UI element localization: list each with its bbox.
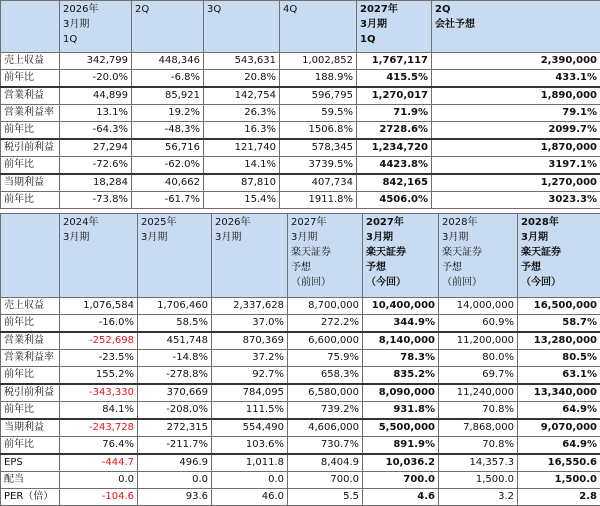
table-cell: -73.8% [60,192,132,209]
row-label: 営業利益率 [1,105,60,122]
row-label: 営業利益 [1,332,60,350]
table-cell: -208.0% [138,402,212,420]
table-cell: -444.7 [60,454,138,472]
table-cell: 15.4% [204,192,280,209]
table-cell: 842,165 [357,174,432,192]
table-cell: 70.8% [439,437,518,455]
row-label: 売上収益 [1,53,60,70]
table-cell: 2,390,000 [432,53,600,70]
table-cell: 2728.6% [357,122,432,140]
table-cell: 8,404.9 [288,454,363,472]
table-cell: 103.6% [212,437,288,455]
table-row [1,70,600,88]
table-cell: 1,890,000 [432,87,600,105]
table-cell: 1911.8% [280,192,357,209]
table-cell: 13,280,000 [518,332,600,350]
table-row [1,332,600,350]
table-cell: 37.0% [212,315,288,333]
table2-header-7: 2028年 3月期 楽天証券 予想 （今回） [518,214,600,298]
row-label: 税引前利益 [1,139,60,157]
table-cell: 60.9% [439,315,518,333]
table2-header-0 [1,214,60,298]
table-cell: 20.8% [204,70,280,88]
table-cell: 3023.3% [432,192,600,209]
table-cell: 78.3% [363,350,439,367]
row-label: 営業利益 [1,87,60,105]
table-row [1,367,600,385]
table-cell: 75.9% [288,350,363,367]
row-label: 税引前利益 [1,384,60,402]
table-cell: 18,284 [60,174,132,192]
table-cell: 344.9% [363,315,439,333]
table2-header-1: 2024年 3月期 [60,214,138,298]
table-cell: 4423.8% [357,157,432,175]
quarterly-results-table [0,0,600,209]
table-cell: 142,754 [204,87,280,105]
table-cell: -62.0% [132,157,204,175]
table-cell: 3.2 [439,489,518,506]
table-cell: 46.0 [212,489,288,506]
table-row [1,139,600,157]
table-cell: 27,294 [60,139,132,157]
table-row [1,192,600,209]
table-cell: 121,740 [204,139,280,157]
table-cell: -16.0% [60,315,138,333]
table1-header-4: 4Q [280,1,357,53]
table-row [1,122,600,140]
table-cell: 6,600,000 [288,332,363,350]
row-label: 売上収益 [1,298,60,315]
table-cell: 13,340,000 [518,384,600,402]
table-cell: 931.8% [363,402,439,420]
table-cell: 155.2% [60,367,138,385]
table-cell: 1,870,000 [432,139,600,157]
table-cell: 835.2% [363,367,439,385]
table-row [1,87,600,105]
table-cell: 87,810 [204,174,280,192]
table-cell: 64.9% [518,402,600,420]
table-cell: 16,550.6 [518,454,600,472]
table-row [1,53,600,70]
table-cell: 700.0 [363,472,439,489]
table-cell: 16.3% [204,122,280,140]
row-label: EPS [1,454,60,472]
row-label: 前年比 [1,192,60,209]
table-cell: 14,357.3 [439,454,518,472]
table-cell: 5,500,000 [363,419,439,437]
table-cell: 10,400,000 [363,298,439,315]
table-cell: 0.0 [138,472,212,489]
table2-header-2: 2025年 3月期 [138,214,212,298]
row-label: 当期利益 [1,174,60,192]
table1-header-5: 2027年 3月期 1Q [357,1,432,53]
table-cell: 6,580,000 [288,384,363,402]
row-label: 前年比 [1,367,60,385]
row-label: 営業利益率 [1,350,60,367]
table-cell: 80.0% [439,350,518,367]
table-cell: 8,140,000 [363,332,439,350]
table-cell: -48.3% [132,122,204,140]
table-row [1,174,600,192]
row-label: PER（倍） [1,489,60,506]
table-cell: 5.5 [288,489,363,506]
table-cell: 26.3% [204,105,280,122]
table-cell: 1,011.8 [212,454,288,472]
table1-header-1: 2026年 3月期 1Q [60,1,132,53]
table-row [1,472,600,489]
table-cell: 16,500,000 [518,298,600,315]
table-cell: 4.6 [363,489,439,506]
table-cell: 58.5% [138,315,212,333]
table1-header-3: 3Q [204,1,280,53]
table-row [1,402,600,420]
table-cell: 8,700,000 [288,298,363,315]
table-cell: 415.5% [357,70,432,88]
table-cell: -252,698 [60,332,138,350]
row-label: 前年比 [1,315,60,333]
table-cell: -61.7% [132,192,204,209]
table-cell: 3739.5% [280,157,357,175]
table-cell: 1,002,852 [280,53,357,70]
table-cell: 7,868,000 [439,419,518,437]
table-cell: 70.8% [439,402,518,420]
table-cell: 496.9 [138,454,212,472]
table1-header-6: 2Q 会社予想 [432,1,600,53]
table-cell: 596,795 [280,87,357,105]
table2-header-5: 2027年 3月期 楽天証券 予想 （今回） [363,214,439,298]
table-cell: 69.7% [439,367,518,385]
table-cell: 85,921 [132,87,204,105]
table-cell: 1,767,117 [357,53,432,70]
table-cell: 2.8 [518,489,600,506]
table-cell: 784,095 [212,384,288,402]
table-cell: -14.8% [138,350,212,367]
table-cell: -104.6 [60,489,138,506]
row-label: 前年比 [1,437,60,455]
table-cell: 739.2% [288,402,363,420]
table-cell: 84.1% [60,402,138,420]
table-cell: 3197.1% [432,157,600,175]
table-cell: 370,669 [138,384,212,402]
table-cell: -211.7% [138,437,212,455]
table-cell: 80.5% [518,350,600,367]
table-cell: 0.0 [60,472,138,489]
table-cell: -278.8% [138,367,212,385]
table-cell: -23.5% [60,350,138,367]
table-cell: 13.1% [60,105,132,122]
table-row [1,454,600,472]
table2-header-3: 2026年 3月期 [212,214,288,298]
row-label: 配当 [1,472,60,489]
table-cell: 1,076,584 [60,298,138,315]
table-cell: 10,036.2 [363,454,439,472]
table-cell: 342,799 [60,53,132,70]
table-cell: 64.9% [518,437,600,455]
table-cell: 451,748 [138,332,212,350]
table-row [1,384,600,402]
table-cell: 448,346 [132,53,204,70]
table-cell: 1506.8% [280,122,357,140]
table-row [1,419,600,437]
table-cell: 9,070,000 [518,419,600,437]
table-cell: 59.5% [280,105,357,122]
table-cell: 58.7% [518,315,600,333]
table-cell: 658.3% [288,367,363,385]
table1-header-2: 2Q [132,1,204,53]
table-cell: 1,270,017 [357,87,432,105]
table-cell: 76.4% [60,437,138,455]
table-cell: 63.1% [518,367,600,385]
table-cell: -243,728 [60,419,138,437]
table1-header-0 [1,1,60,53]
table2-header-6: 2028年 3月期 楽天証券 予想 （前回） [439,214,518,298]
table2-header-4: 2027年 3月期 楽天証券 予想 （前回） [288,214,363,298]
table-row [1,437,600,455]
table-cell: 1,706,460 [138,298,212,315]
table-cell: 1,500.0 [439,472,518,489]
table-cell: -20.0% [60,70,132,88]
table-cell: 79.1% [432,105,600,122]
table-cell: -64.3% [60,122,132,140]
table-row [1,298,600,315]
table-cell: 4,606,000 [288,419,363,437]
table-row [1,105,600,122]
table-cell: 8,090,000 [363,384,439,402]
table-cell: 188.9% [280,70,357,88]
table-cell: 700.0 [288,472,363,489]
table-cell: 1,270,000 [432,174,600,192]
table-cell: -343,330 [60,384,138,402]
table-row [1,315,600,333]
table-cell: 11,240,000 [439,384,518,402]
row-label: 前年比 [1,157,60,175]
table-cell: 14.1% [204,157,280,175]
table-cell: 543,631 [204,53,280,70]
table-cell: 730.7% [288,437,363,455]
row-label: 前年比 [1,70,60,88]
row-label: 前年比 [1,402,60,420]
table-cell: 37.2% [212,350,288,367]
table-cell: 4506.0% [357,192,432,209]
table-cell: 1,500.0 [518,472,600,489]
annual-forecast-table [0,213,600,506]
table-cell: 0.0 [212,472,288,489]
table-cell: 1,234,720 [357,139,432,157]
table-cell: -6.8% [132,70,204,88]
table-cell: 433.1% [432,70,600,88]
table-cell: 111.5% [212,402,288,420]
row-label: 当期利益 [1,419,60,437]
table-cell: 272,315 [138,419,212,437]
table-cell: 40,662 [132,174,204,192]
table-row [1,350,600,367]
table-cell: 93.6 [138,489,212,506]
table-cell: 870,369 [212,332,288,350]
table-cell: 19.2% [132,105,204,122]
table-cell: 2099.7% [432,122,600,140]
table-cell: 11,200,000 [439,332,518,350]
table-cell: 92.7% [212,367,288,385]
table-cell: 407,734 [280,174,357,192]
table-row [1,157,600,175]
table-cell: 272.2% [288,315,363,333]
table-cell: 2,337,628 [212,298,288,315]
table-cell: 554,490 [212,419,288,437]
table-cell: 891.9% [363,437,439,455]
table-cell: -72.6% [60,157,132,175]
table-cell: 578,345 [280,139,357,157]
table-cell: 71.9% [357,105,432,122]
table-cell: 44,899 [60,87,132,105]
table-cell: 56,716 [132,139,204,157]
row-label: 前年比 [1,122,60,140]
table-cell: 14,000,000 [439,298,518,315]
